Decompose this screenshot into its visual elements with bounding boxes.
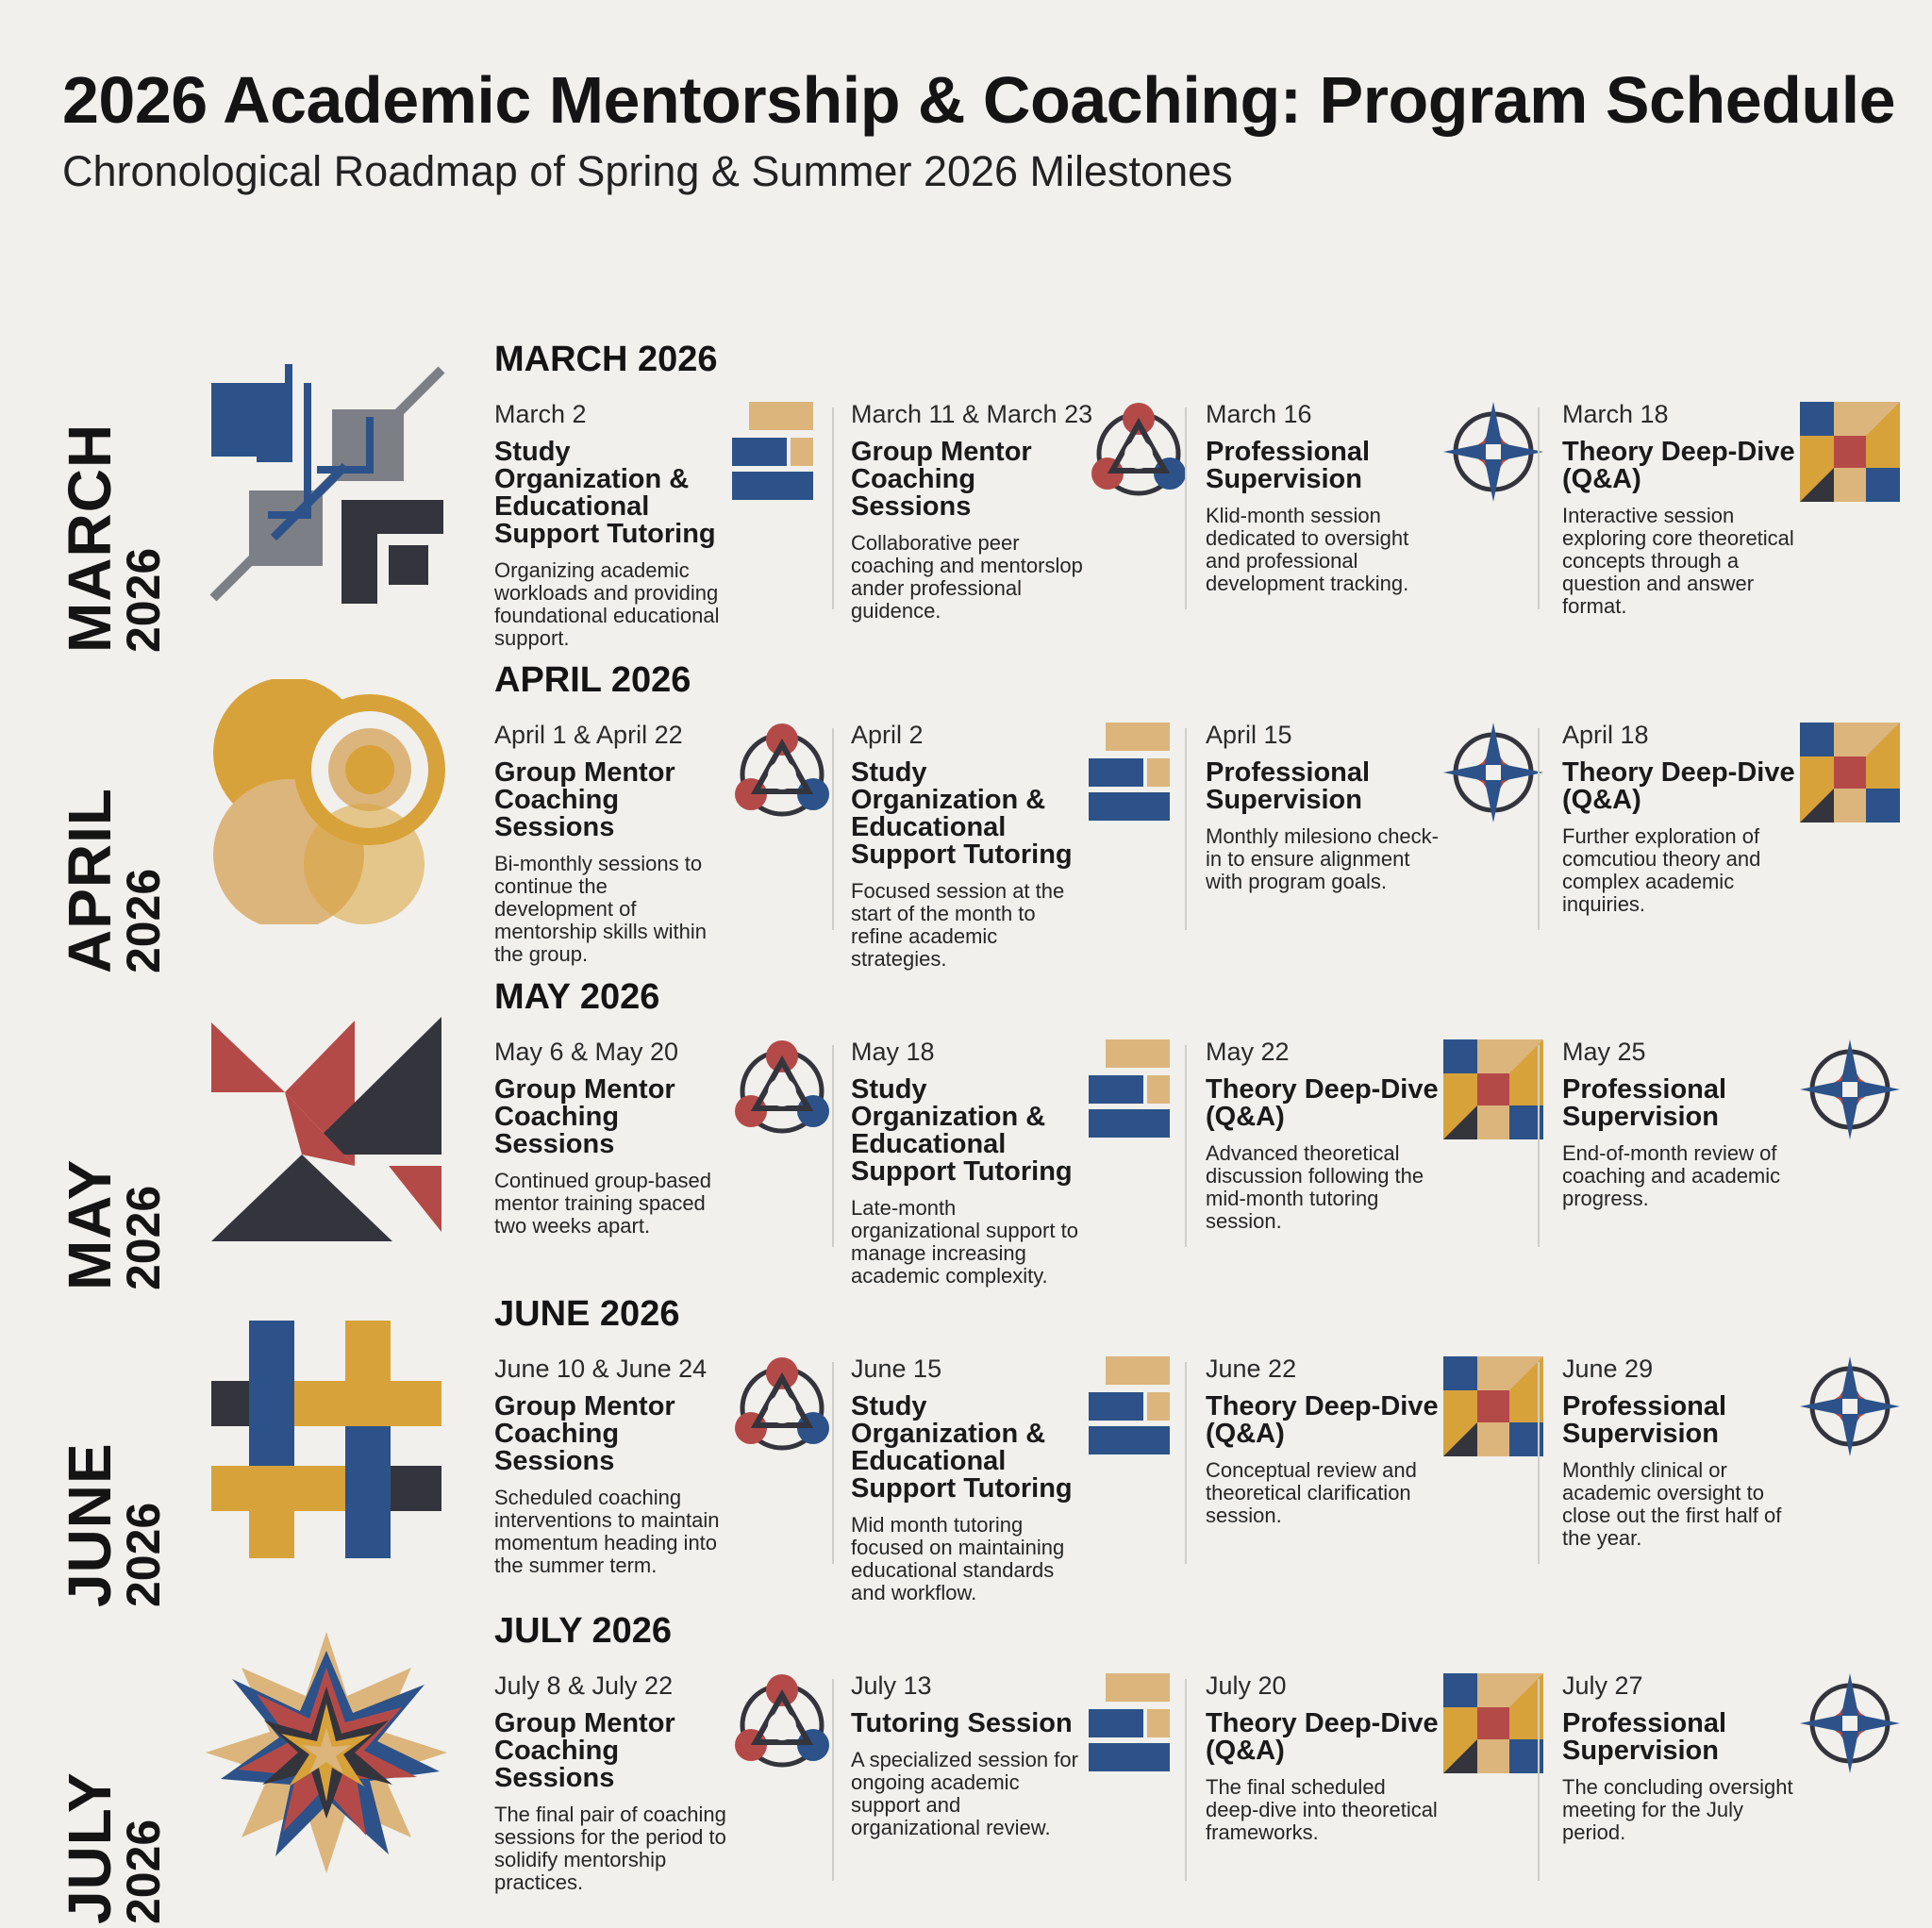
event-card [1206,1355,1545,1553]
quilt-icon [1441,1038,1545,1141]
event-title: Theory Deep-Dive (Q&A) [1206,1074,1439,1132]
column-divider [1185,1045,1187,1247]
column-divider [832,728,834,930]
side-month-label [53,370,175,653]
column-divider [832,1362,834,1564]
event-description: Bi-monthly sessions to continue the development of mentorship skills within the group. [494,852,707,966]
page-title: 2026 Academic Mentorship & Coaching: Program Schedule [62,63,1896,137]
month-section-june [0,1294,1932,1611]
column-divider [1185,1679,1187,1881]
event-description: Monthly clinical or academic oversight to close out the first half of the year. [1562,1458,1782,1550]
blocks-icon [1087,1355,1191,1458]
quilt-icon [1798,400,1902,504]
month-section-march [0,340,1932,657]
quilt-icon [1441,1355,1545,1458]
event-date: May 18 [851,1038,935,1066]
column-divider [1538,1679,1540,1881]
event-description: The concluding oversight meeting for the July period. [1562,1775,1793,1844]
month-heading: MARCH 2026 [494,340,718,379]
event-title: Professional Supervision [1206,757,1371,815]
event-title: Group Mentor Coaching Sessions [494,1074,675,1159]
column-divider [1538,1362,1540,1564]
column-divider [1538,1045,1540,1247]
column-divider [1185,407,1187,609]
event-date: June 29 [1562,1355,1654,1383]
event-title: Tutoring Session [851,1708,1073,1738]
event-description: Scheduled coaching interventions to maintain momentum heading into the summer term. [494,1486,720,1577]
event-card [494,721,834,966]
event-title: Group Mentor Coaching Sessions [494,757,675,842]
month-section-april [0,660,1932,977]
event-description: Mid month tutoring focused on maintaining educational standards and workflow. [851,1513,1065,1604]
geometric-arrow-icon [204,358,449,604]
event-date: July 27 [1562,1671,1643,1700]
event-title: Group Mentor Coaching Sessions [494,1391,675,1476]
compass-icon [1441,400,1545,504]
event-date: July 20 [1206,1671,1287,1700]
event-description: End-of-month review of coaching and academic progress. [1562,1141,1781,1210]
side-month-name: APRIL [56,788,124,973]
event-date: May 22 [1206,1038,1290,1066]
group-circles-icon [730,1671,834,1775]
event-title: Professional Supervision [1562,1074,1727,1132]
overlapping-circles-icon [204,679,449,924]
event-description: The final pair of coaching sessions for the period to solidify mentorship practices. [494,1803,726,1894]
event-card [494,1355,834,1577]
event-card [1562,400,1902,618]
quilt-icon [1798,721,1902,824]
side-month-name: MARCH [56,423,124,653]
event-date: July 13 [851,1671,932,1700]
event-description: Focused session at the start of the month to refine academic strategies. [851,879,1065,971]
star-burst-icon [204,1630,449,1875]
column-divider [1185,728,1187,930]
event-card [1562,721,1902,919]
event-description: Collaborative peer coaching and mentorslop ander professional guidence. [851,531,1083,623]
event-card [1562,1038,1902,1236]
quilt-icon [1441,1671,1545,1775]
event-description: Interactive session exploring core theoretical concepts through a question and answer format. [1562,504,1794,618]
event-card [851,721,1191,971]
woven-bars-icon [204,1313,449,1558]
side-month-year: 2026 [117,1185,170,1290]
event-card [1206,1671,1545,1870]
event-description: Continued group-based mentor training spaced two weeks apart. [494,1169,711,1238]
side-month-label [53,690,175,973]
compass-icon [1441,721,1545,824]
event-title: Theory Deep-Dive (Q&A) [1562,757,1795,815]
side-month-year: 2026 [117,1502,170,1607]
month-section-july [0,1611,1932,1928]
blocks-icon [1087,721,1191,824]
event-date: June 15 [851,1355,942,1383]
group-circles-icon [1087,400,1191,504]
event-date: July 8 & July 22 [494,1671,674,1700]
blocks-icon [1087,1671,1191,1775]
event-title: Theory Deep-Dive (Q&A) [1206,1391,1439,1449]
event-card [1206,400,1545,598]
event-card [494,1038,834,1236]
compass-icon [1798,1038,1902,1141]
event-date: March 2 [494,400,587,428]
event-date: June 10 & June 24 [494,1355,708,1383]
event-description: A specialized session for ongoing academic support and organizational review. [851,1748,1078,1839]
group-circles-icon [730,1355,834,1458]
event-title: Theory Deep-Dive (Q&A) [1562,437,1795,494]
event-card [1562,1671,1902,1870]
compass-icon [1798,1355,1902,1458]
event-date: May 6 & May 20 [494,1038,679,1066]
event-description: Conceptual review and theoretical clarification session. [1206,1458,1417,1527]
event-card [1206,721,1545,919]
column-divider [1538,407,1540,609]
column-divider [1538,728,1540,930]
event-title: Study Organization & Educational Support Tutoring [851,1074,1073,1187]
column-divider [832,1045,834,1247]
blocks-icon [730,400,834,504]
column-divider [832,1679,834,1881]
side-month-name: JULY [56,1771,124,1924]
event-card [851,1355,1191,1604]
side-month-year: 2026 [117,868,170,973]
event-title: Theory Deep-Dive (Q&A) [1206,1708,1439,1766]
event-description: Further exploration of comcutiou theory and complex academic inquiries. [1562,824,1761,916]
event-date: March 11 & March 23 [851,400,1093,428]
event-card [851,400,1191,623]
event-title: Study Organization & Educational Support Tutoring [851,1391,1073,1504]
event-card [851,1671,1191,1870]
event-date: April 15 [1206,721,1292,749]
event-date: March 18 [1562,400,1669,428]
compass-icon [1798,1671,1902,1775]
event-date: April 18 [1562,721,1649,749]
event-title: Professional Supervision [1562,1708,1727,1766]
event-title: Study Organization & Educational Support Tutoring [494,437,716,549]
month-section-may [0,977,1932,1294]
event-title: Group Mentor Coaching Sessions [851,437,1032,522]
event-title: Group Mentor Coaching Sessions [494,1708,675,1793]
blocks-icon [1087,1038,1191,1141]
event-date: April 1 & April 22 [494,721,683,749]
event-date: May 25 [1562,1038,1646,1066]
month-heading: MAY 2026 [494,977,660,1017]
event-description: The final scheduled deep-dive into theoretical frameworks. [1206,1775,1438,1844]
side-month-name: JUNE [56,1442,124,1607]
side-month-label [53,1641,175,1924]
group-circles-icon [730,721,834,824]
event-title: Professional Supervision [1562,1391,1727,1449]
group-circles-icon [730,1038,834,1141]
event-description: Klid-month session dedicated to oversight and professional development tracking. [1206,504,1409,595]
event-description: Monthly milesiono check-in to ensure alignment with program goals. [1206,824,1439,893]
event-description: Late-month organizational support to manage increasing academic complexity. [851,1196,1078,1288]
side-month-label [53,1007,175,1290]
event-description: Organizing academic workloads and providing foundational educational support. [494,558,720,650]
column-divider [832,407,834,609]
month-heading: APRIL 2026 [494,660,691,700]
event-date: June 22 [1206,1355,1297,1383]
triangles-icon [204,996,449,1241]
month-heading: JUNE 2026 [494,1294,680,1334]
side-month-year: 2026 [117,1819,170,1924]
event-card [494,1671,834,1894]
event-title: Study Organization & Educational Support Tutoring [851,757,1073,870]
event-card [1562,1355,1902,1553]
event-card [1206,1038,1545,1236]
event-date: March 16 [1206,400,1312,428]
side-month-name: MAY [56,1158,124,1290]
event-date: April 2 [851,721,924,749]
event-card [851,1038,1191,1288]
side-month-year: 2026 [117,547,170,653]
month-heading: JULY 2026 [494,1611,673,1651]
page-subtitle: Chronological Roadmap of Spring & Summer 2026 Milestones [62,147,1233,195]
event-card [494,400,834,650]
side-month-label [53,1324,175,1607]
event-description: Advanced theoretical discussion following the mid-month tutoring session. [1206,1141,1424,1233]
column-divider [1185,1362,1187,1564]
event-title: Professional Supervision [1206,437,1371,494]
